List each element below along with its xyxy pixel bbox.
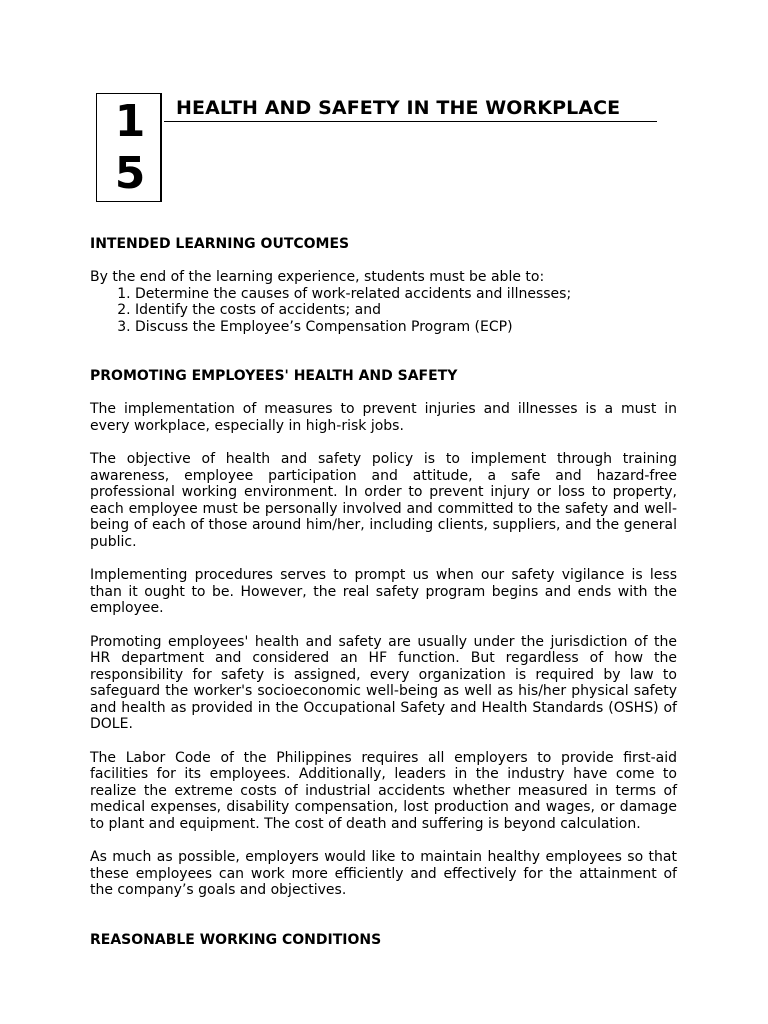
- chapter-number-box: [96, 93, 162, 202]
- outcome-item: 2. Identify the costs of accidents; and: [135, 302, 677, 319]
- section-heading-promoting: PROMOTING EMPLOYEES' HEALTH AND SAFETY: [90, 368, 458, 384]
- paragraph: As much as possible, employers would like to maintain healthy employees so that these employees can work more efficiently and effectively for the attainment of the company’s goals and objectives.: [90, 849, 677, 898]
- section-heading-working-conditions: REASONABLE WORKING CONDITIONS: [90, 931, 382, 948]
- paragraph: Implementing procedures serves to prompt us when our safety vigilance is less than it ought to be. However, the real safety program begins and ends with the employee.: [90, 567, 677, 616]
- outcomes-intro: By the end of the learning experience, students must be able to:: [90, 269, 545, 285]
- paragraph: Promoting employees' health and safety are usually under the jurisdiction of the HR department and considered an HF function. But regardless of how the responsibility for safety is assigned, every organization is required by law to safeguard the worker's socioeconomic well-being as well as his/her physical safety and health as provided in the Occupational Safety and Health Standards (OSHS) of DOLE.: [90, 633, 677, 732]
- outcome-item: 3. Discuss the Employee’s Compensation Program (ECP): [135, 319, 677, 336]
- chapter-title: HEALTH AND SAFETY IN THE WORKPLACE: [176, 97, 621, 119]
- section-heading-outcomes: INTENDED LEARNING OUTCOMES: [90, 236, 350, 252]
- chapter-number-digit: 5: [114, 148, 146, 199]
- chapter-number-digit: 1: [114, 96, 146, 147]
- paragraph: The objective of health and safety policy is to implement through training awareness, employee participation and attitude, a safe and hazard-free professional working environment. In order to prevent injury or loss to property, each employee must be personally involved and committed to the safety and well-being of each of those around him/her, including clients, suppliers, and the general public.: [90, 451, 677, 550]
- paragraph: The Labor Code of the Philippines requires all employers to provide first-aid facilities for its employees. Additionally, leaders in the industry have come to realize the extreme costs of industrial accidents whether measured in terms of medical expenses, disability compensation, lost production and wages, or damage to plant and equipment. The cost of death and suffering is beyond calculation.: [90, 749, 677, 832]
- title-underline: [164, 121, 657, 122]
- document-body: [90, 236, 677, 949]
- outcome-item: 1. Determine the causes of work-related accidents and illnesses;: [135, 286, 677, 303]
- outcomes-list: [90, 286, 677, 336]
- paragraph: The implementation of measures to prevent injuries and illnesses is a must in every workplace, especially in high-risk jobs.: [90, 401, 677, 434]
